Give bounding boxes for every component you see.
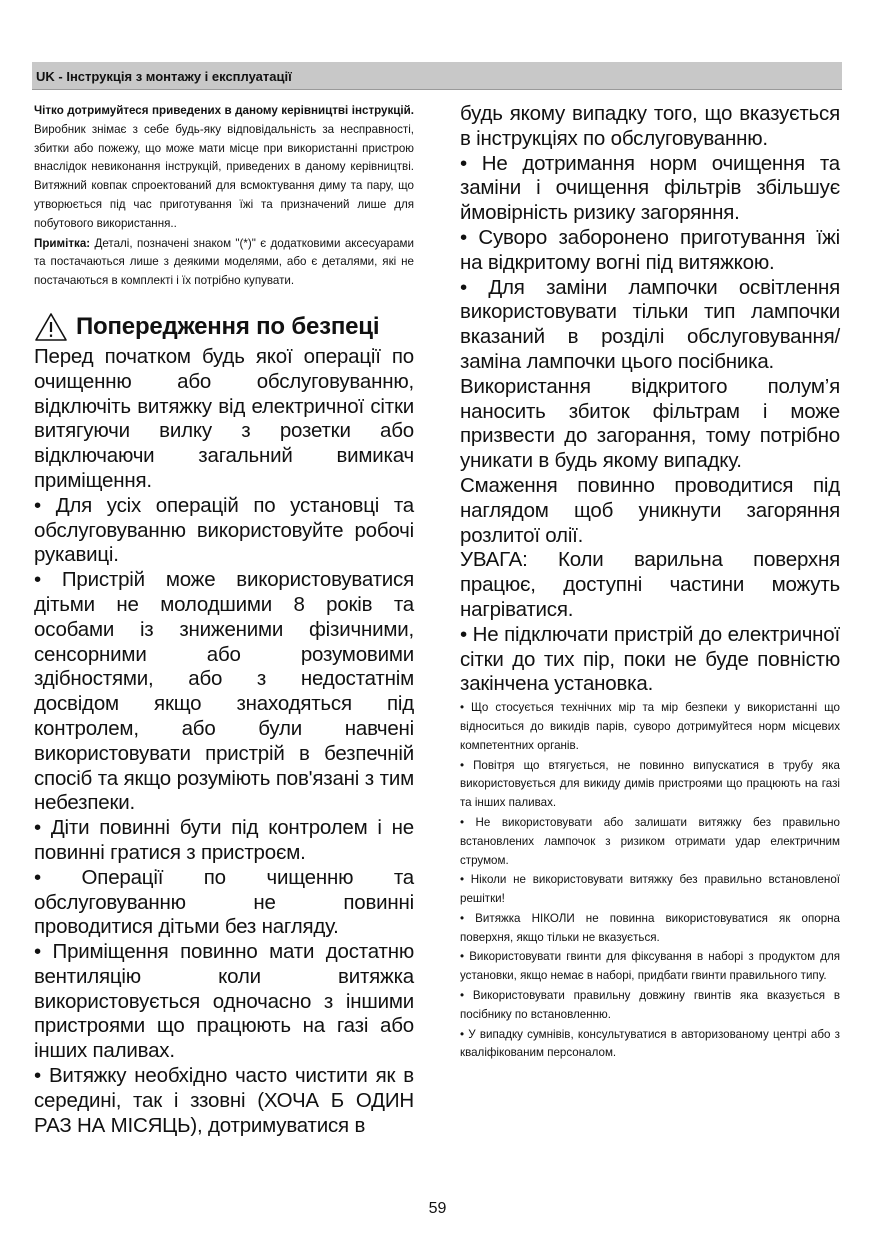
safety-paragraph: • Операції по чищенню та обслуговуванню не повинні проводитися дітьми без нагляду. [34,865,414,939]
safety-paragraph: • Приміщення повинно мати достатню вентиляцію коли витяжка використовується одночасно з іншими пристроями що працюють на газі або інших паливах. [34,940,414,1063]
right-column [460,102,840,1064]
safety-small-paragraph: • Використовувати гвинти для фіксування в наборі з продуктом для установки, якщо немає в наборі, придбати гвинти правильного типу. [460,950,840,983]
safety-small-paragraph: • Використовувати правильну довжину гвинтів яка вказується в посібнику по встановленню. [460,989,840,1021]
safety-small-paragraph: • Ніколи не використовувати витяжку без правильно встановленої решітки! [460,873,840,906]
intro-text: Виробник знімає з себе будь-яку відповідальність за несправності, збитки або пожежу, що може мати місце при використанні пристрою внаслідок невиконання інструкцій, приведених в даному керівництві. Витяжний ковпак спроектований для всмоктування диму та пару, що утворюється під час приготування їжі та призначений лише для побутового використання.. [34,122,414,230]
safety-small-paragraph: • Повітря що втягується, не повинно випускатися в трубу яка використовується для викиду димів пристроями що працюють на газі та інших паливах. [460,758,840,810]
safety-left-text [34,345,414,1139]
safety-paragraph: • Не підключати пристрій до електричної сітки до тих пір, поки не буде повністю закінчена установка. [460,622,840,696]
intro-paragraph [34,102,414,234]
safety-paragraph: • Не дотримання норм очищення та заміни і очищення фільтрів збільшує ймовірність ризику загоряння. [460,151,840,225]
safety-paragraph: • Пристрій може використовуватися дітьми не молодшими 8 років та особами із зниженими фізичними, сенсорними або розумовими здібностями, або з недостатнім досвідом якщо знаходяться під контролем, або були навчені використовувати пристрій в безпечній спосіб та якщо розуміють пов'язані з тим небезпеки. [34,568,414,815]
note-paragraph [34,235,414,291]
safety-paragraph: Використання відкритого полум’я наносить збиток фільтрам і може призвести до загорання, тому потрібно уникати в будь якому випадку. [460,374,840,473]
safety-right-text [460,102,840,697]
page-header: UK - Інструкція з монтажу і експлуатації [32,62,842,90]
left-column [34,102,414,1138]
safety-paragraph: • Для усіх операцій по установці та обслуговуванню використовуйте робочі рукавиці. [34,493,414,567]
safety-small-paragraph: • Що стосується технічних мір та мір безпеки у використанні що відноситься до викидів парів, суворо дотримуйтеся норм місцевих компетентних органів. [460,701,840,752]
page-number: 59 [428,1200,447,1217]
safety-paragraph: • Витяжку необхідно часто чистити як в середині, так і ззовні (ХОЧА Б ОДИН РАЗ НА МІСЯЦЬ), дотримуватися в [34,1064,414,1137]
intro-bold-lead: Чітко дотримуйтеся приведених в даному керівництві інструкцій. [34,104,414,117]
safety-paragraph: • Діти повинні бути під контролем і не повинні гратися з пристроєм. [34,816,414,864]
safety-paragraph: Смаження повинно проводитися під наглядом щоб уникнути загоряння розлитої олії. [460,473,840,547]
safety-section-title [34,309,414,345]
safety-small-paragraph: • Витяжка НІКОЛИ не повинна використовуватися як опорна поверхня, якщо тільки не вказується. [460,911,840,944]
safety-small-paragraph: • Не використовувати або залишати витяжку без правильно встановлених лампочок з ризиком отримати удар електричним струмом. [460,815,840,867]
safety-right-small-text [460,699,840,1063]
safety-paragraph: будь якому випадку того, що вказується в інструкціях по обслуговуванню. [460,102,840,150]
safety-paragraph: • Суворо заборонено приготування їжі на відкритому вогні під витяжкою. [460,225,840,274]
note-text: Деталі, позначені знаком "(*)" є додатковими аксесуарами та постачаються лише з деякими моделями, або є деталями, які не постачаються в комплекті і їх потрібно купувати. [34,236,414,288]
safety-paragraph: Перед початком будь якої операції по очищенню або обслуговуванню, відключіть витяжку від електричної сітки витягуючи вилку з розетки або відключаючи загальний вимикач приміщення. [34,344,414,492]
warning-triangle-icon [34,312,68,342]
safety-small-paragraph: • У випадку сумнівів, консультуватися в авторизованому центрі або з кваліфікованим персоналом. [460,1027,840,1060]
note-label: Примітка: [34,236,91,250]
safety-paragraph: • Для заміни лампочки освітлення використовувати тільки тип лампочки вказаний в розділі обслуговування/заміна лампочки цього посібника. [460,275,840,373]
safety-title: Попередження по безпеці [76,312,380,340]
safety-paragraph: УВАГА: Коли варильна поверхня працює, доступні частини можуть нагріватися. [460,548,840,621]
